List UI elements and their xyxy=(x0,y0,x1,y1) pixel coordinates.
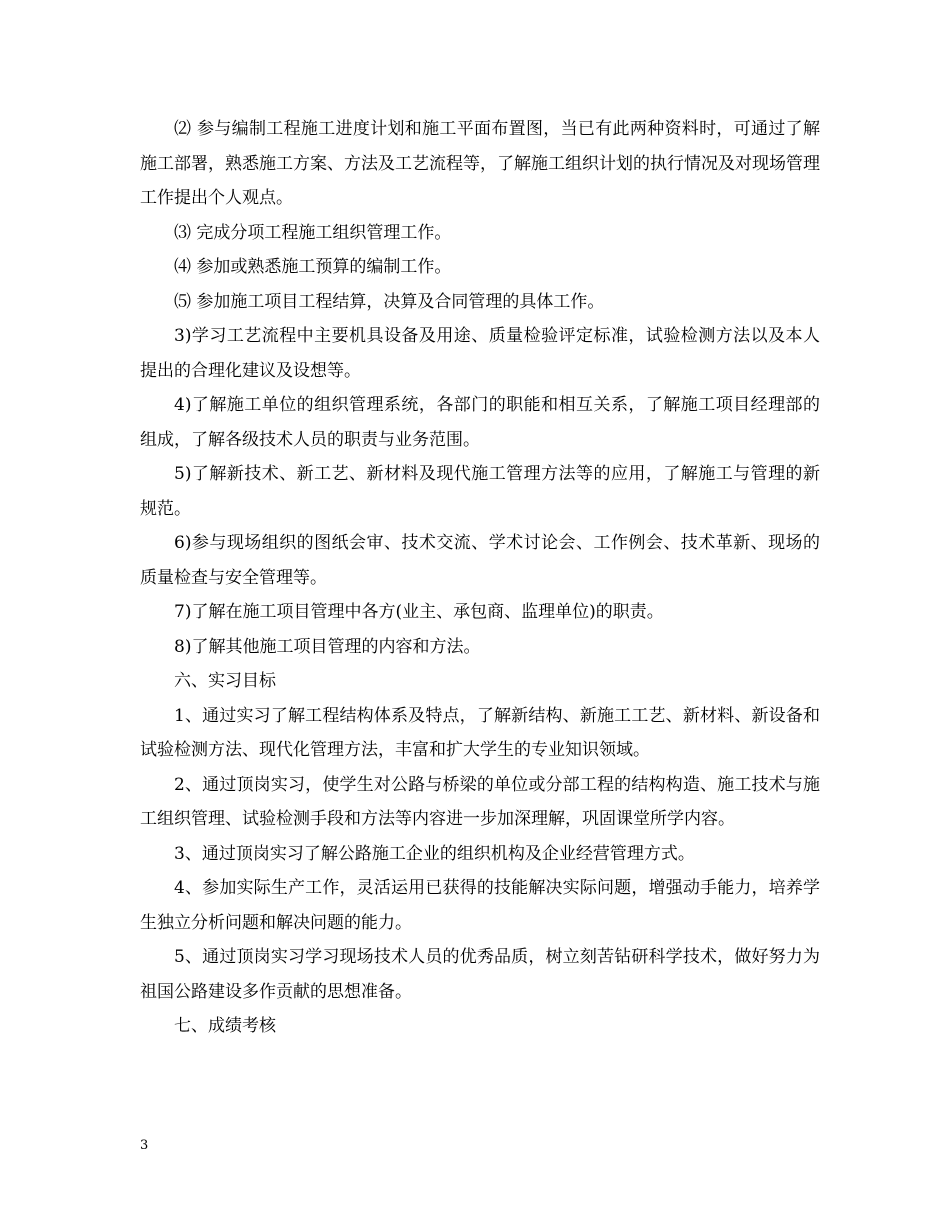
paragraph: 7)了解在施工项目管理中各方(业主、承包商、监理单位)的职责。 xyxy=(174,602,664,622)
paragraph: 1、通过实习了解工程结构体系及特点，了解新结构、新施工工艺、新材料、新设备和试验检测方法、现代化管理方法，丰富和扩大学生的专业知识领域。 xyxy=(140,705,820,760)
paragraph: 5、通过顶岗实习学习现场技术人员的优秀品质，树立刻苦钻研科学技术，做好努力为祖国公路建设多作贡献的思想准备。 xyxy=(140,947,820,1002)
paragraph: 2、通过顶岗实习，使学生对公路与桥梁的单位或分部工程的结构构造、施工技术与施工组织管理、试验检测手段和方法等内容进一步加深理解，巩固课堂所学内容。 xyxy=(140,774,820,829)
paragraph: ⑵ 参与编制工程施工进度计划和施工平面布置图，当已有此两种资料时，可通过了解施工部署，熟悉施工方案、方法及工艺流程等，了解施工组织计划的执行情况及对现场管理工作提出个人观点。 xyxy=(140,119,820,208)
paragraph: 4)了解施工单位的组织管理系统，各部门的职能和相互关系，了解施工项目经理部的组成，了解各级技术人员的职责与业务范围。 xyxy=(140,395,820,450)
paragraph: 4、参加实际生产工作，灵活运用已获得的技能解决实际问题，增强动手能力，培养学生独立分析问题和解决问题的能力。 xyxy=(140,878,820,933)
page-number: 3 xyxy=(140,1138,149,1153)
section-heading: 六、实习目标 xyxy=(174,671,276,691)
paragraph: 8)了解其他施工项目管理的内容和方法。 xyxy=(174,636,481,657)
paragraph: ⑸ 参加施工项目工程结算，决算及合同管理的具体工作。 xyxy=(174,291,605,312)
document-body xyxy=(140,112,820,1044)
section-heading: 七、成绩考核 xyxy=(174,1016,276,1036)
paragraph: 6)参与现场组织的图纸会审、技术交流、学术讨论会、工作例会、技术革新、现场的质量检查与安全管理等。 xyxy=(140,533,820,588)
paragraph: 5)了解新技术、新工艺、新材料及现代施工管理方法等的应用，了解施工与管理的新规范。 xyxy=(140,464,820,519)
paragraph: ⑶ 完成分项工程施工组织管理工作。 xyxy=(174,222,452,243)
paragraph: 3)学习工艺流程中主要机具设备及用途、质量检验评定标准，试验检测方法以及本人提出的合理化建议及设想等。 xyxy=(140,326,820,381)
paragraph: ⑷ 参加或熟悉施工预算的编制工作。 xyxy=(174,257,452,277)
paragraph: 3、通过顶岗实习了解公路施工企业的组织机构及企业经营管理方式。 xyxy=(174,843,695,864)
